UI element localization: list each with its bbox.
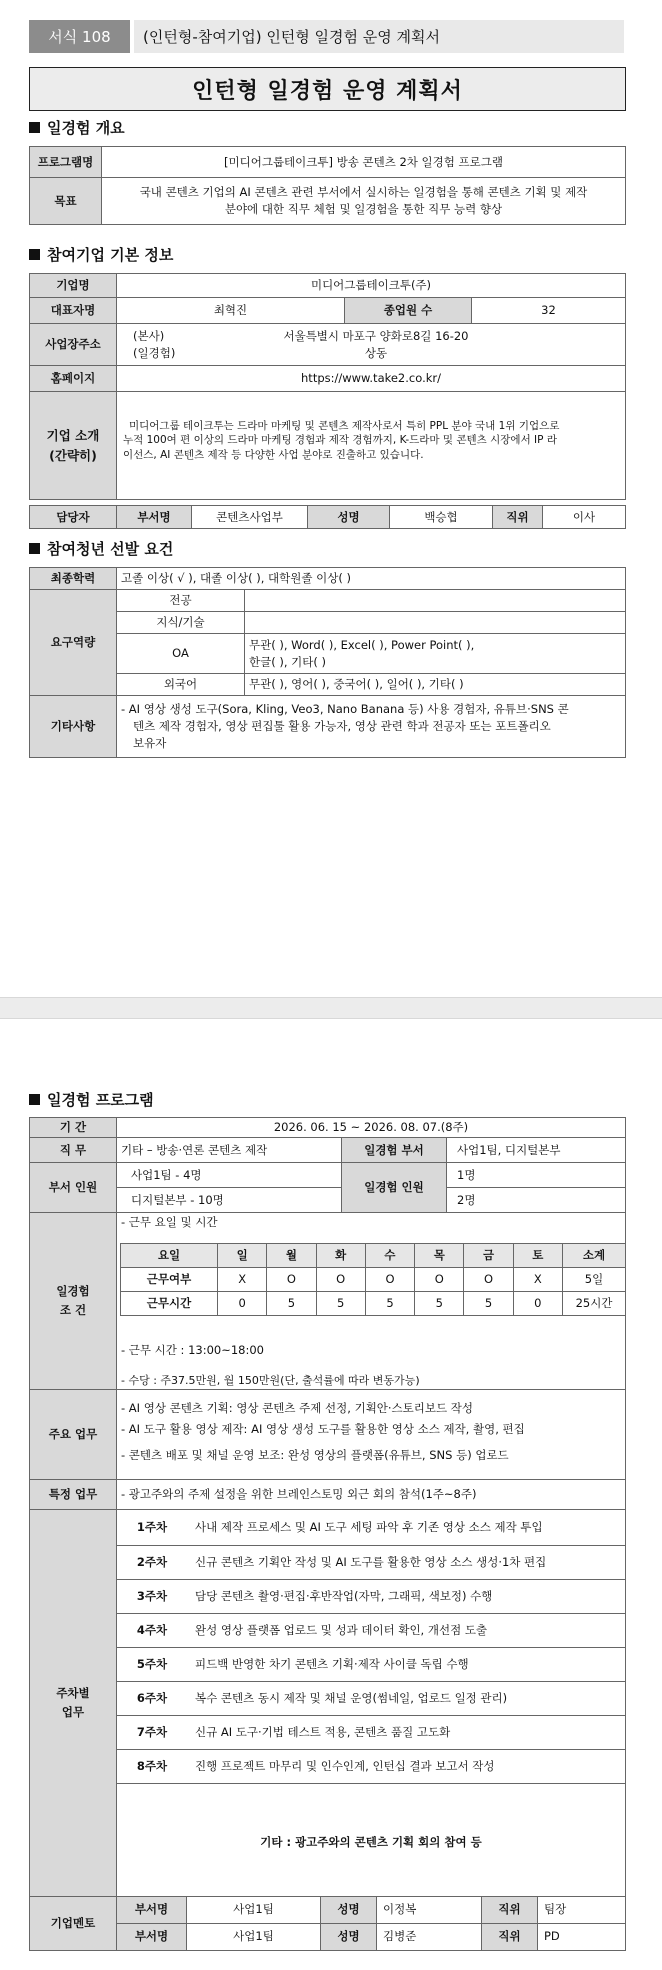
square-bullet-icon	[29, 1094, 40, 1105]
square-bullet-icon	[29, 122, 40, 133]
employee-count-value: 32	[472, 298, 626, 324]
program-dept-value: 사업1팀, 디지털본부	[447, 1138, 626, 1163]
intern-count-1: 1명	[447, 1163, 626, 1188]
requirements-table	[29, 567, 626, 758]
work-address-label: (일경험)	[133, 345, 176, 360]
mentor-name-value: 김병준	[377, 1924, 482, 1950]
language-label: 외국어	[117, 674, 245, 696]
main-duty-value	[117, 1389, 626, 1479]
goal-label: 목표	[30, 178, 102, 225]
main-duty-line: - 콘텐츠 배포 및 채널 운영 보조: 완성 영상의 플랫폼(유튜브, SNS 등) 업로드	[121, 1448, 509, 1463]
homepage-label: 홈페이지	[30, 366, 117, 392]
period-value: 2026. 06. 15 ~ 2026. 08. 07.(8주)	[117, 1118, 626, 1138]
main-duty-line: - AI 영상 콘텐츠 기획: 영상 콘텐츠 주제 선정, 기획안·스토리보드 작성	[121, 1400, 473, 1415]
week-task: 신규 콘텐츠 기획안 작성 및 AI 도구를 활용한 영상 소스 생성·1차 편집	[195, 1554, 547, 1569]
mentor-dept-value: 사업1팀	[187, 1924, 321, 1950]
goal-line: 분야에 대한 직무 체험 및 일경험을 통한 직무 능력 향상	[224, 202, 503, 216]
week-row	[117, 1648, 625, 1682]
section-heading-overview	[29, 116, 125, 138]
page-2	[0, 1019, 662, 1970]
week-row	[117, 1716, 625, 1750]
week-row	[117, 1510, 625, 1546]
week-row	[117, 1580, 625, 1614]
work-address-value: 상동	[364, 345, 388, 360]
week-task: 담당 콘텐츠 촬영·편집·후반작업(자막, 그래픽, 색보정) 수행	[195, 1588, 493, 1603]
schedule-header-cell: 수	[365, 1244, 414, 1268]
week-row	[117, 1682, 625, 1716]
schedule-cell: 5	[365, 1292, 414, 1316]
intro-label	[30, 392, 117, 500]
week-task: 진행 프로젝트 마무리 및 인수인계, 인턴십 결과 보고서 작성	[195, 1758, 495, 1773]
contact-dept-value: 콘텐츠사업부	[192, 506, 308, 529]
week-number: 7주차	[136, 1724, 168, 1739]
oa-label: OA	[117, 634, 245, 674]
schedule-cell: 5	[415, 1292, 464, 1316]
etc-line: - AI 영상 생성 도구(Sora, Kling, Veo3, Nano Banana 등) 사용 경험자, 유튜브·SNS 콘	[121, 702, 569, 717]
mentor-position-value: PD	[544, 1929, 560, 1944]
section-heading-program	[29, 1088, 154, 1110]
week-row	[117, 1546, 625, 1580]
contact-name-label: 성명	[308, 506, 390, 529]
schedule-cell: 25시간	[563, 1292, 626, 1316]
mentor-name-label: 성명	[321, 1924, 377, 1950]
week-number: 2주차	[136, 1554, 168, 1569]
mentor-name-value: 이정복	[377, 1897, 482, 1923]
week-task: 피드백 반영한 차기 콘텐츠 기획·제작 사이클 독립 수행	[195, 1656, 469, 1671]
work-time-text: - 근무 시간 : 13:00~18:00	[121, 1343, 264, 1357]
schedule-cell: 0	[218, 1292, 267, 1316]
intro-label-line: (간략히)	[49, 447, 97, 463]
education-value: 고졸 이상( √ ), 대졸 이상( ), 대학원졸 이상( )	[117, 568, 626, 590]
intro-line: 이선스, AI 콘텐츠 제작 등 다양한 사업 분야로 진출하고 있습니다.	[123, 448, 424, 461]
schedule-workday-row	[121, 1268, 626, 1292]
week-row	[117, 1750, 625, 1784]
job-value: 기타 – 방송·연론 콘텐츠 제작	[117, 1138, 342, 1163]
company-name-label: 기업명	[30, 274, 117, 298]
schedule-cell: O	[415, 1268, 464, 1292]
oa-line: 무관( ), Word( ), Excel( ), Power Point( ),	[249, 637, 475, 652]
condition-label-line: 일경험	[56, 1284, 90, 1299]
main-duty-label: 주요 업무	[30, 1389, 117, 1479]
contact-position-value: 이사	[543, 506, 626, 529]
company-info-table	[29, 273, 626, 500]
mentor-position-value: 팀장	[544, 1902, 567, 1917]
period-label: 기 간	[30, 1118, 117, 1138]
employee-count-label: 종업원 수	[345, 298, 472, 324]
skill-label: 지식/기술	[117, 612, 245, 634]
week-task: 신규 AI 도구·기법 테스트 적용, 콘텐츠 품질 고도화	[195, 1724, 451, 1739]
schedule-header-cell: 토	[513, 1244, 562, 1268]
contact-name-value: 백승협	[390, 506, 493, 529]
weekly-duty-value	[117, 1509, 626, 1896]
program-name-label: 프로그램명	[30, 147, 102, 178]
address-label: 사업장주소	[30, 324, 117, 366]
week-task: 사내 제작 프로세스 및 AI 도구 세팅 파악 후 기존 영상 소스 제작 투입	[195, 1519, 543, 1534]
intern-count-2: 2명	[447, 1188, 626, 1213]
schedule-header-cell: 요일	[121, 1244, 218, 1268]
square-bullet-icon	[29, 249, 40, 260]
schedule-header-cell: 소계	[563, 1244, 626, 1268]
schedule-hours-row	[121, 1292, 626, 1316]
schedule-cell: O	[316, 1268, 365, 1292]
condition-title: - 근무 요일 및 시간	[121, 1215, 218, 1229]
week-task: 완성 영상 플랫폼 업로드 및 성과 데이터 확인, 개선점 도출	[195, 1622, 488, 1637]
skill-value	[245, 612, 626, 634]
mentor-dept-label: 부서명	[117, 1897, 187, 1923]
mentor-row-2	[117, 1923, 626, 1950]
pay-text: - 수당 : 주37.5만원, 월 150만원(단, 출석률에 따라 변동가능)	[121, 1373, 420, 1387]
section-heading-text: 참여청년 선발 요건	[47, 539, 174, 558]
schedule-cell: O	[464, 1268, 513, 1292]
address-value	[117, 324, 626, 366]
schedule-cell: O	[267, 1268, 316, 1292]
schedule-row-label: 근무시간	[121, 1292, 218, 1316]
mentor-row-1	[117, 1896, 626, 1923]
form-title-bar: (인턴형-참여기업) 인턴형 일경험 운영 계획서	[134, 20, 624, 53]
schedule-cell: 5	[316, 1292, 365, 1316]
schedule-header-cell: 월	[267, 1244, 316, 1268]
contact-dept-label: 부서명	[117, 506, 192, 529]
section-heading-text: 일경험 개요	[47, 118, 125, 137]
schedule-header-row	[121, 1244, 626, 1268]
condition-label	[30, 1213, 117, 1390]
schedule-cell: X	[218, 1268, 267, 1292]
staff-count-label: 부서 인원	[30, 1163, 117, 1213]
schedule-cell: X	[513, 1268, 562, 1292]
week-number: 8주차	[136, 1758, 168, 1773]
week-number: 3주차	[136, 1588, 168, 1603]
week-task: 복수 콘텐츠 동시 제작 및 채널 운영(썸네일, 업로드 일정 관리)	[195, 1690, 508, 1705]
mentor-dept-value: 사업1팀	[187, 1897, 321, 1923]
competency-label: 요구역량	[30, 590, 117, 696]
schedule-header-cell: 금	[464, 1244, 513, 1268]
week-number: 4주차	[136, 1622, 168, 1637]
oa-value	[245, 634, 626, 674]
education-label: 최종학력	[30, 568, 117, 590]
job-label: 직 무	[30, 1138, 117, 1163]
schedule-header-cell: 화	[316, 1244, 365, 1268]
section-heading-company	[29, 243, 173, 265]
mentor-position-label: 직위	[482, 1924, 538, 1950]
section-heading-requirements	[29, 537, 173, 559]
weekly-duty-label	[30, 1509, 117, 1896]
schedule-cell: 0	[513, 1292, 562, 1316]
main-duty-line: - AI 도구 활용 영상 제작: AI 영상 생성 도구를 활용한 영상 소스 제작, 촬영, 편집	[121, 1421, 525, 1436]
overview-table	[29, 146, 626, 225]
intro-line: 누적 100여 편 이상의 드라마 마케팅 경험과 제작 경험까지, K-드라마 및 콘텐츠 시장에서 IP 라	[123, 434, 557, 447]
contact-position-label: 직위	[493, 506, 543, 529]
staff-count-1: 사업1팀 - 4명	[117, 1163, 342, 1188]
special-duty-value: - 광고주와의 주제 설정을 위한 브레인스토밍 외근 회의 참석(1주~8주)	[117, 1479, 626, 1509]
etc-line: 텐츠 제작 경험자, 영상 편집툴 활용 가능자, 영상 관련 학과 전공자 또는 포트폴리오	[133, 719, 551, 734]
condition-label-line: 조 건	[59, 1302, 87, 1317]
etc-line: 보유자	[133, 735, 167, 750]
schedule-cell: 5일	[563, 1268, 626, 1292]
language-value: 무관( ), 영어( ), 중국어( ), 일어( ), 기타( )	[245, 674, 626, 696]
contact-person-table	[29, 505, 626, 529]
week-row	[117, 1614, 625, 1648]
ceo-value: 최혁진	[117, 298, 345, 324]
square-bullet-icon	[29, 543, 40, 554]
oa-line: 한글( ), 기타( )	[249, 654, 327, 669]
intro-label-line: 기업 소개	[46, 427, 100, 443]
week-number: 1주차	[136, 1519, 168, 1534]
major-label: 전공	[117, 590, 245, 612]
schedule-cell: O	[365, 1268, 414, 1292]
condition-value	[117, 1213, 626, 1390]
weekly-label-line: 업무	[61, 1704, 85, 1719]
section-heading-text: 일경험 프로그램	[47, 1090, 154, 1109]
section-heading-text: 참여기업 기본 정보	[47, 245, 174, 264]
etc-value	[117, 696, 626, 758]
weekly-etc-note: 기타 : 광고주와의 콘텐츠 기획 회의 참여 등	[260, 1835, 482, 1850]
schedule-cell: 5	[464, 1292, 513, 1316]
weekly-label-line: 주차별	[56, 1686, 90, 1701]
mentor-dept-label: 부서명	[117, 1924, 187, 1950]
work-schedule-table	[120, 1243, 626, 1316]
company-name-value: 미디어그룹테이크투(주)	[117, 274, 626, 298]
staff-count-2: 디지털본부 - 10명	[117, 1188, 342, 1213]
intro-line: 미디어그룹 테이크투는 드라마 마케팅 및 콘텐츠 제작사로서 특히 PPL 분야 국내 1위 기업으로	[129, 420, 560, 433]
program-dept-label: 일경험 부서	[342, 1138, 447, 1163]
etc-label: 기타사항	[30, 696, 117, 758]
goal-line: 국내 콘텐츠 기업의 AI 콘텐츠 관련 부서에서 실시하는 일경험을 통해 콘텐츠 기획 및 제작	[139, 185, 588, 200]
program-name-value: [미디어그룹테이크투] 방송 콘텐츠 2차 일경험 프로그램	[102, 147, 626, 178]
special-duty-label: 특정 업무	[30, 1479, 117, 1509]
form-number-badge: 서식 108	[29, 20, 130, 53]
schedule-header-cell: 목	[415, 1244, 464, 1268]
schedule-cell: 5	[267, 1292, 316, 1316]
week-number: 5주차	[136, 1656, 168, 1671]
goal-value	[102, 178, 626, 225]
contact-person-label: 담당자	[30, 506, 117, 529]
ceo-label: 대표자명	[30, 298, 117, 324]
major-value	[245, 590, 626, 612]
hq-address-label: (본사)	[133, 328, 165, 343]
program-table	[29, 1117, 626, 1951]
schedule-header-cell: 일	[218, 1244, 267, 1268]
intern-count-label: 일경험 인원	[342, 1163, 447, 1213]
document-title: 인턴형 일경험 운영 계획서	[29, 67, 626, 111]
schedule-row-label: 근무여부	[121, 1268, 218, 1292]
hq-address-value: 서울특별시 마포구 양화로8길 16-20	[283, 328, 469, 343]
mentor-name-label: 성명	[321, 1897, 377, 1923]
mentor-position-label: 직위	[482, 1897, 538, 1923]
week-number: 6주차	[136, 1690, 168, 1705]
page-break	[0, 997, 662, 1019]
mentor-label: 기업멘토	[30, 1896, 117, 1950]
homepage-link[interactable]: https://www.take2.co.kr/	[117, 366, 626, 392]
intro-value	[117, 392, 626, 500]
